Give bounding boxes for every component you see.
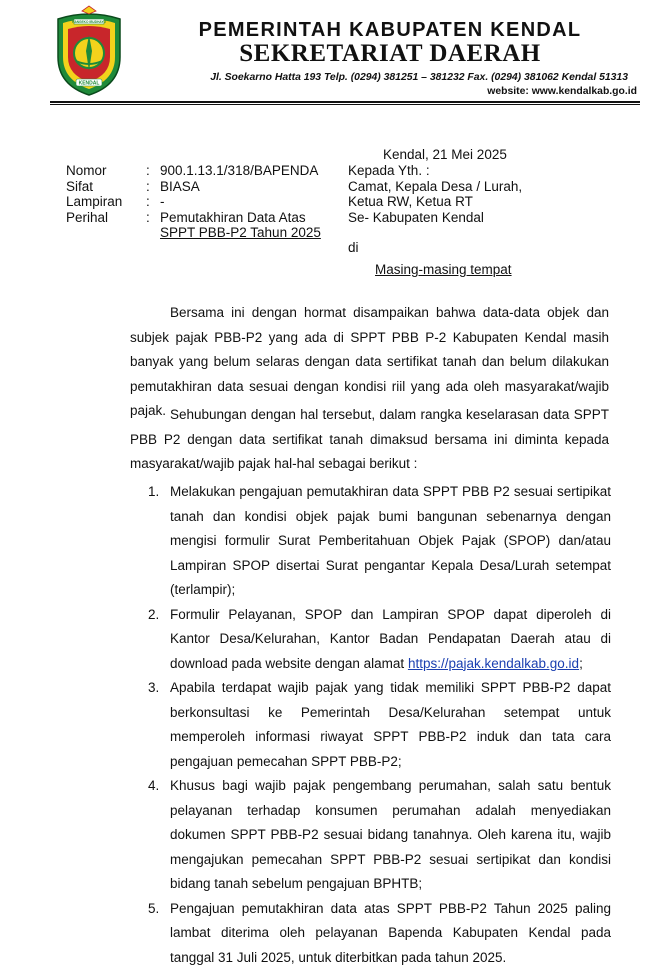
office-website: website: www.kendalkab.go.id (300, 86, 637, 97)
body-paragraph-1: Bersama ini dengan hormat disampaikan bahwa data-data objek dan subjek pajak PBB-P2 yang ada di SPPT PBB P-2 Kabupaten Kendal masih banyak yang belum selaras dengan data sertifikat tanah dan belum dilakukan pemutakhiran data sesuai dengan kondisi riil yang ada oleh masyarakat/wajib pajak. (130, 301, 609, 424)
letterhead-thin-divider (50, 104, 640, 105)
list-item-text-wrap (170, 603, 611, 677)
meta-value-subject: SPPT PBB-P2 Tahun 2025 (160, 225, 340, 241)
kendal-coat-of-arms-logo (52, 5, 126, 97)
meta-colon: : (146, 194, 160, 210)
svg-text:HANGEKO IBUDHAYU: HANGEKO IBUDHAYU (72, 20, 106, 24)
meta-value: 900.1.13.1/318/BAPENDA (160, 163, 340, 179)
office-name: SEKRETARIAT DAERAH (190, 40, 590, 68)
meta-row-perihal (66, 210, 340, 226)
meta-value: BIASA (160, 179, 340, 195)
meta-value: Pemutakhiran Data Atas (160, 210, 340, 226)
recipient-line: Kepada Yth. : (348, 163, 522, 179)
recipient-line: Se- Kabupaten Kendal (348, 210, 522, 226)
list-item-number: 4. (148, 774, 170, 897)
government-name: PEMERINTAH KABUPATEN KENDAL (190, 19, 590, 42)
list-item-number: 1. (148, 480, 170, 603)
meta-colon: : (146, 163, 160, 179)
meta-row-sifat (66, 179, 340, 195)
list-item-number: 3. (148, 676, 170, 774)
meta-label: Perihal (66, 210, 146, 226)
pajak-website-link[interactable]: https://pajak.kendalkab.go.id (408, 656, 579, 671)
list-item-text: Pengajuan pemutakhiran data atas SPPT PBB-P2 Tahun 2025 paling lambat diterima oleh pelayanan Bapenda Kabupaten Kendal pada tanggal 31 Juli 2025, untuk diterbitkan pada tahun 2025. (170, 897, 611, 970)
list-item-text: Formulir Pelayanan, SPOP dan Lampiran SPOP dapat diperoleh di Kantor Desa/Kelurahan, Kantor Badan Pendapatan Daerah atau di download pada website dengan alamat (170, 607, 611, 671)
letterhead-thick-divider (50, 101, 640, 103)
letter-meta (66, 163, 340, 241)
list-item (148, 480, 611, 603)
office-address: Jl. Soekarno Hatta 193 Telp. (0294) 381251 – 381232 Fax. (0294) 381062 Kendal 51313 (140, 72, 628, 83)
meta-row-perihal-cont (66, 225, 340, 241)
recipient-place: Masing-masing tempat (375, 262, 512, 277)
list-item-text: Khusus bagi wajib pajak pengembang perumahan, salah satu bentuk pelayanan terhadap konsumen perumahan adalah menyediakan dokumen SPPT PBB-P2 sesuai bidang tanahnya. Oleh karena itu, wajib mengajukan pemecahan SPPT PBB-P2 sesuai sertipikat dan kondisi bidang tanah sebelum pengajuan BPHTB; (170, 774, 611, 897)
list-item-text-end: ; (579, 656, 583, 671)
meta-colon: : (146, 210, 160, 226)
list-item (148, 676, 611, 774)
meta-label: Lampiran (66, 194, 146, 210)
recipient-di: di (348, 240, 359, 255)
meta-label: Nomor (66, 163, 146, 179)
body-paragraph-2: Sehubungan dengan hal tersebut, dalam rangka keselarasan data SPPT PBB P2 dengan data sertifikat tanah dimaksud bersama ini diminta kepada masyarakat/wajib pajak hal-hal sebagai berikut : (130, 403, 609, 477)
meta-colon: : (146, 179, 160, 195)
recipient-line: Ketua RW, Ketua RT (348, 194, 522, 210)
request-list (148, 480, 611, 970)
meta-value: - (160, 194, 340, 210)
list-item (148, 774, 611, 897)
list-item (148, 897, 611, 970)
meta-row-lampiran (66, 194, 340, 210)
meta-label: Sifat (66, 179, 146, 195)
recipient-line: Camat, Kepala Desa / Lurah, (348, 179, 522, 195)
list-item-number: 2. (148, 603, 170, 677)
meta-row-nomor (66, 163, 340, 179)
list-item-number: 5. (148, 897, 170, 970)
svg-text:KENDAL: KENDAL (79, 81, 100, 87)
list-item-text: Melakukan pengajuan pemutakhiran data SPPT PBB P2 sesuai sertipikat tanah dan kondisi objek pajak bumi bangunan sebenarnya dengan mengisi formulir Surat Pemberitahuan Objek Pajak (SPOP) dan/atau Lampiran SPOP disertai Surat pengantar Kepala Desa/Lurah setempat (terlampir); (170, 480, 611, 603)
list-item (148, 603, 611, 677)
letter-date: Kendal, 21 Mei 2025 (383, 147, 507, 162)
recipient-block (348, 163, 522, 225)
list-item-text: Apabila terdapat wajib pajak yang tidak memiliki SPPT PBB-P2 dapat berkonsultasi ke Pemerintah Desa/Kelurahan setempat untuk memperoleh informasi riwayat SPPT PBB-P2 induk dan tata cara pengajuan pemecahan SPPT PBB-P2; (170, 676, 611, 774)
